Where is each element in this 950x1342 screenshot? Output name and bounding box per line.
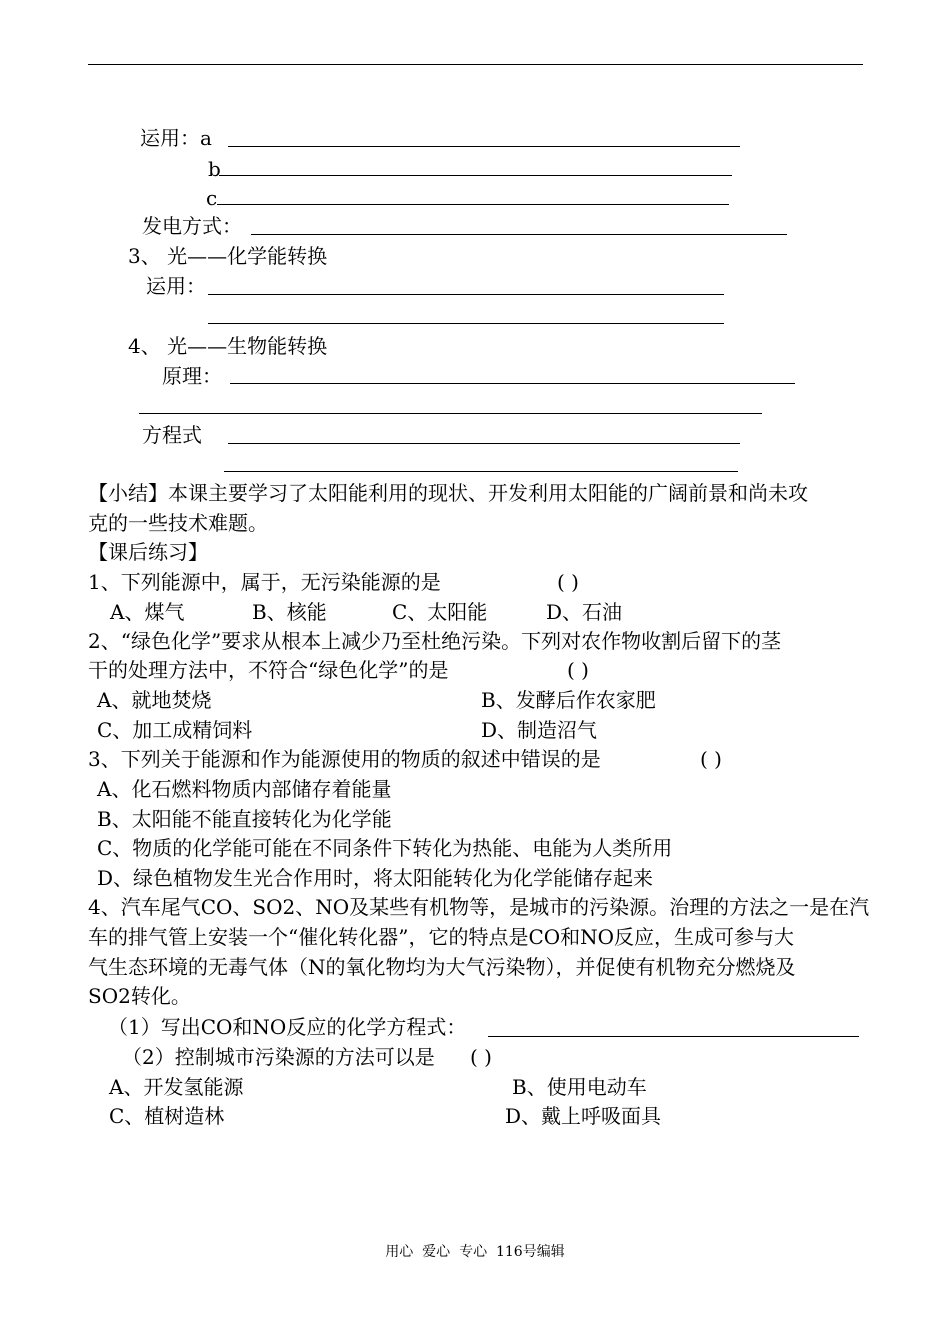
section-4-heading: 4、 光——生物能转换 <box>128 334 328 358</box>
q4-text-line-2: 车的排气管上安装一个“催化转化器”，它的特点是CO和NO反应，生成可参与大 <box>88 925 795 949</box>
q2-option-a: A、就地焚烧 <box>97 688 212 712</box>
principle-label: 原理： <box>162 364 222 388</box>
blank-equation-1[interactable] <box>228 443 740 444</box>
blank-usage-a[interactable] <box>228 146 740 147</box>
generation-label: 发电方式： <box>142 214 242 238</box>
blank-q4-equation[interactable] <box>488 1036 859 1037</box>
q4-option-b: B、使用电动车 <box>512 1075 647 1099</box>
q2-option-c: C、加工成精饲料 <box>97 718 253 742</box>
q3-answer-paren[interactable]: ( ) <box>700 747 722 771</box>
usage-b-label: b <box>208 157 221 181</box>
blank-principle-2[interactable] <box>139 413 762 414</box>
summary-line-1: 【小结】本课主要学习了太阳能利用的现状、开发利用太阳能的广阔前景和尚未攻 <box>88 481 808 505</box>
q2-stem-line-1: 2、“绿色化学”要求从根本上减少乃至杜绝污染。下列对农作物收割后留下的茎 <box>88 629 782 653</box>
blank-generation[interactable] <box>251 234 787 235</box>
q1-option-b: B、核能 <box>252 600 327 624</box>
usage-a-label: 运用：a <box>140 126 212 150</box>
blank-equation-2[interactable] <box>224 471 738 472</box>
q4-option-d: D、戴上呼吸面具 <box>505 1104 662 1128</box>
section-3-heading: 3、 光——化学能转换 <box>128 244 328 268</box>
q2-answer-paren[interactable]: ( ) <box>567 658 589 682</box>
q3-option-b: B、太阳能不能直接转化为化学能 <box>97 807 392 831</box>
blank-usage-c[interactable] <box>217 204 729 205</box>
equation-label: 方程式 <box>142 423 202 447</box>
q2-option-b: B、发酵后作农家肥 <box>481 688 656 712</box>
q4-option-c: C、植树造林 <box>109 1104 225 1128</box>
summary-line-2: 克的一些技术难题。 <box>88 511 268 535</box>
blank-chem-usage-1[interactable] <box>208 294 724 295</box>
q1-option-a: A、煤气 <box>110 600 185 624</box>
blank-usage-b[interactable] <box>219 175 732 176</box>
q1-stem: 1、下列能源中，属于，无污染能源的是 <box>88 570 441 594</box>
q2-option-d: D、制造沼气 <box>481 718 598 742</box>
blank-principle-1[interactable] <box>230 383 795 384</box>
q4-text-line-1: 4、汽车尾气CO、SO2、NO及某些有机物等，是城市的污染源。治理的方法之一是在汽 <box>88 895 870 919</box>
exercises-heading: 【课后练习】 <box>88 540 208 564</box>
q4-sub2-paren[interactable]: ( ) <box>470 1045 492 1069</box>
usage-c-label: c <box>206 186 218 210</box>
page-footer: 用心 爱心 专心 116号编辑 <box>385 1244 565 1260</box>
blank-chem-usage-2[interactable] <box>208 323 724 324</box>
q1-option-d: D、石油 <box>546 600 623 624</box>
q4-text-line-3: 气生态环境的无毒气体（N的氧化物均为大气污染物），并促使有机物充分燃烧及 <box>88 955 796 979</box>
header-rule <box>88 64 863 65</box>
q1-option-c: C、太阳能 <box>392 600 488 624</box>
q4-sub2-label: （2）控制城市污染源的方法可以是 <box>122 1045 435 1069</box>
q4-option-a: A、开发氢能源 <box>109 1075 244 1099</box>
q2-stem-line-2: 干的处理方法中，不符合“绿色化学”的是 <box>88 658 449 682</box>
q3-option-d: D、绿色植物发生光合作用时，将太阳能转化为化学能储存起来 <box>97 866 654 890</box>
q4-sub1-label: （1）写出CO和NO反应的化学方程式： <box>108 1015 467 1039</box>
chem-usage-label: 运用： <box>146 274 206 298</box>
q4-text-line-4: SO2转化。 <box>88 984 191 1008</box>
q1-answer-paren[interactable]: ( ) <box>557 570 579 594</box>
q3-stem: 3、下列关于能源和作为能源使用的物质的叙述中错误的是 <box>88 747 601 771</box>
q3-option-a: A、化石燃料物质内部储存着能量 <box>97 777 392 801</box>
q3-option-c: C、物质的化学能可能在不同条件下转化为热能、电能为人类所用 <box>97 836 673 860</box>
